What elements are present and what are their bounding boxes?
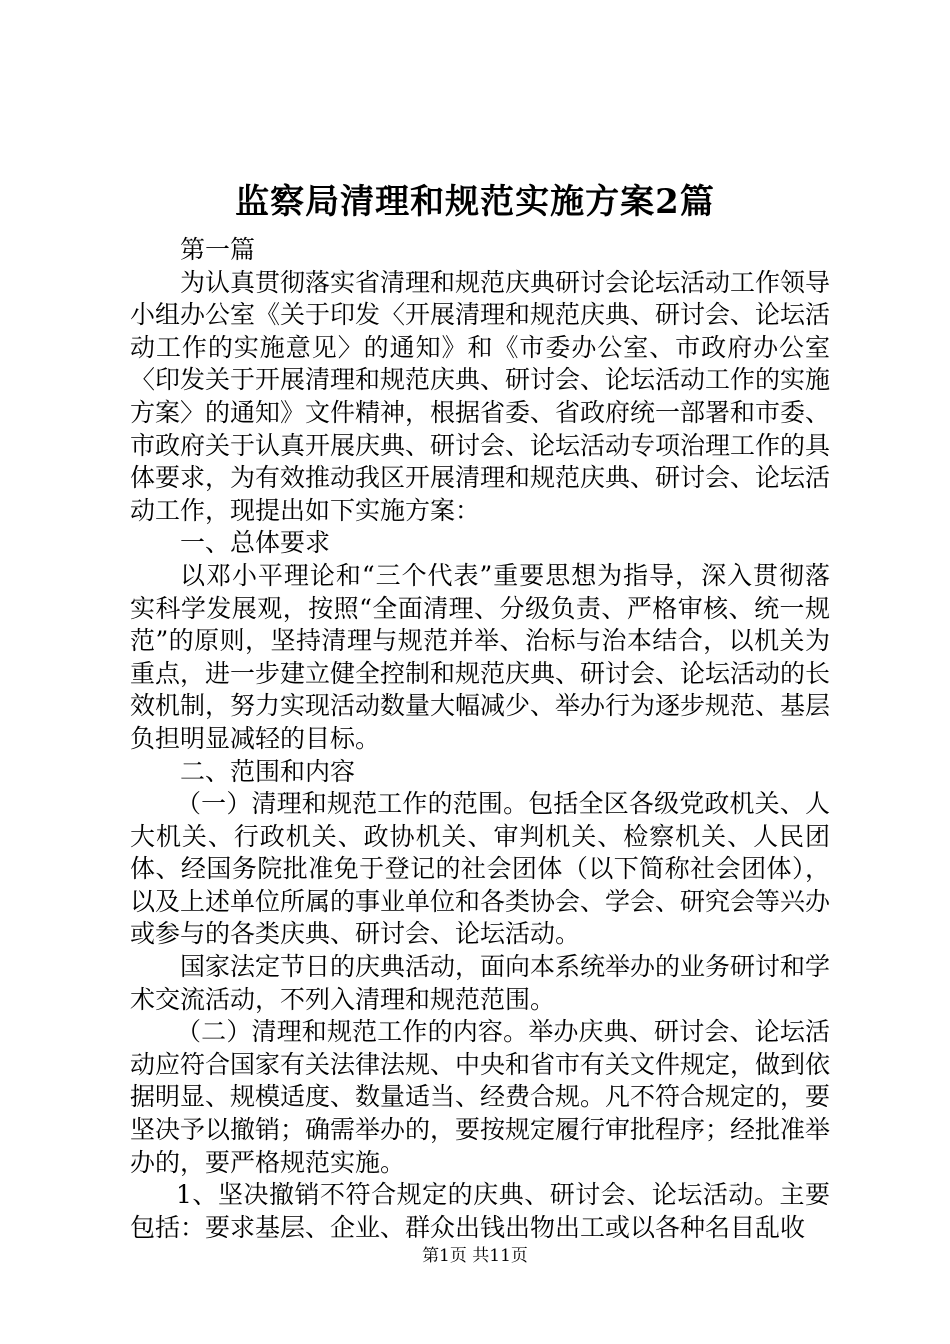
heading-general-requirements: 一、总体要求 bbox=[180, 528, 331, 558]
scope-paragraph: （一）清理和规范工作的范围。包括全区各级党政机关、人大机关、行政机关、政协机关、审判机关、检察机关、人民团体、经国务院批准免于登记的社会团体（以下简称社会团体），以及上述单位所属的事业单位和各类协会、学会、研究会等兴办或参与的各类庆典、研讨会、论坛活动。 bbox=[130, 789, 831, 949]
document-body bbox=[130, 234, 830, 1244]
content-paragraph: （二）清理和规范工作的内容。举办庆典、研讨会、论坛活动应符合国家有关法律法规、中央和省市有关文件规定，做到依据明显、规模适度、数量适当、经费合规。凡不符合规定的，要坚决予以撤销；确需举办的，要按规定履行审批程序；经批准举办的，要严格规范实施。 bbox=[130, 1017, 831, 1177]
section-label: 第一篇 bbox=[180, 235, 256, 264]
general-requirements-paragraph: 以邓小平理论和“三个代表”重要思想为指导，深入贯彻落实科学发展观，按照“全面清理、分级负责、严格审核、统一规范”的原则，坚持清理与规范并举、治标与治本结合，以机关为重点，进一步建立健全控制和规范庆典、研讨会、论坛活动的长效机制，努力实现活动数量大幅减少、举办行为逐步规范、基层负担明显减轻的目标。 bbox=[130, 560, 831, 753]
heading-scope-content: 二、范围和内容 bbox=[180, 756, 356, 786]
document-title: 监察局清理和规范实施方案2篇 bbox=[235, 182, 715, 222]
exclusion-paragraph: 国家法定节日的庆典活动，面向本系统举办的业务研讨和学术交流活动，不列入清理和规范范围。 bbox=[130, 952, 831, 1014]
intro-paragraph: 为认真贯彻落实省清理和规范庆典研讨会论坛活动工作领导小组办公室《关于印发〈开展清理和规范庆典、研讨会、论坛活动工作的实施意见〉的通知》和《市委办公室、市政府办公室〈印发关于开展清理和规范庆典、研讨会、论坛活动工作的实施方案〉的通知》文件精神，根据省委、省政府统一部署和市委、市政府关于认真开展庆典、研讨会、论坛活动专项治理工作的具体要求，为有效推动我区开展清理和规范庆典、研讨会、论坛活动工作，现提出如下实施方案： bbox=[130, 267, 831, 525]
item-1-paragraph: 1、坚决撤销不符合规定的庆典、研讨会、论坛活动。主要包括：要求基层、企业、群众出钱出物出工或以各种名目乱收 bbox=[130, 1180, 830, 1242]
page-footer: 第1页 共11页 bbox=[422, 1246, 528, 1266]
